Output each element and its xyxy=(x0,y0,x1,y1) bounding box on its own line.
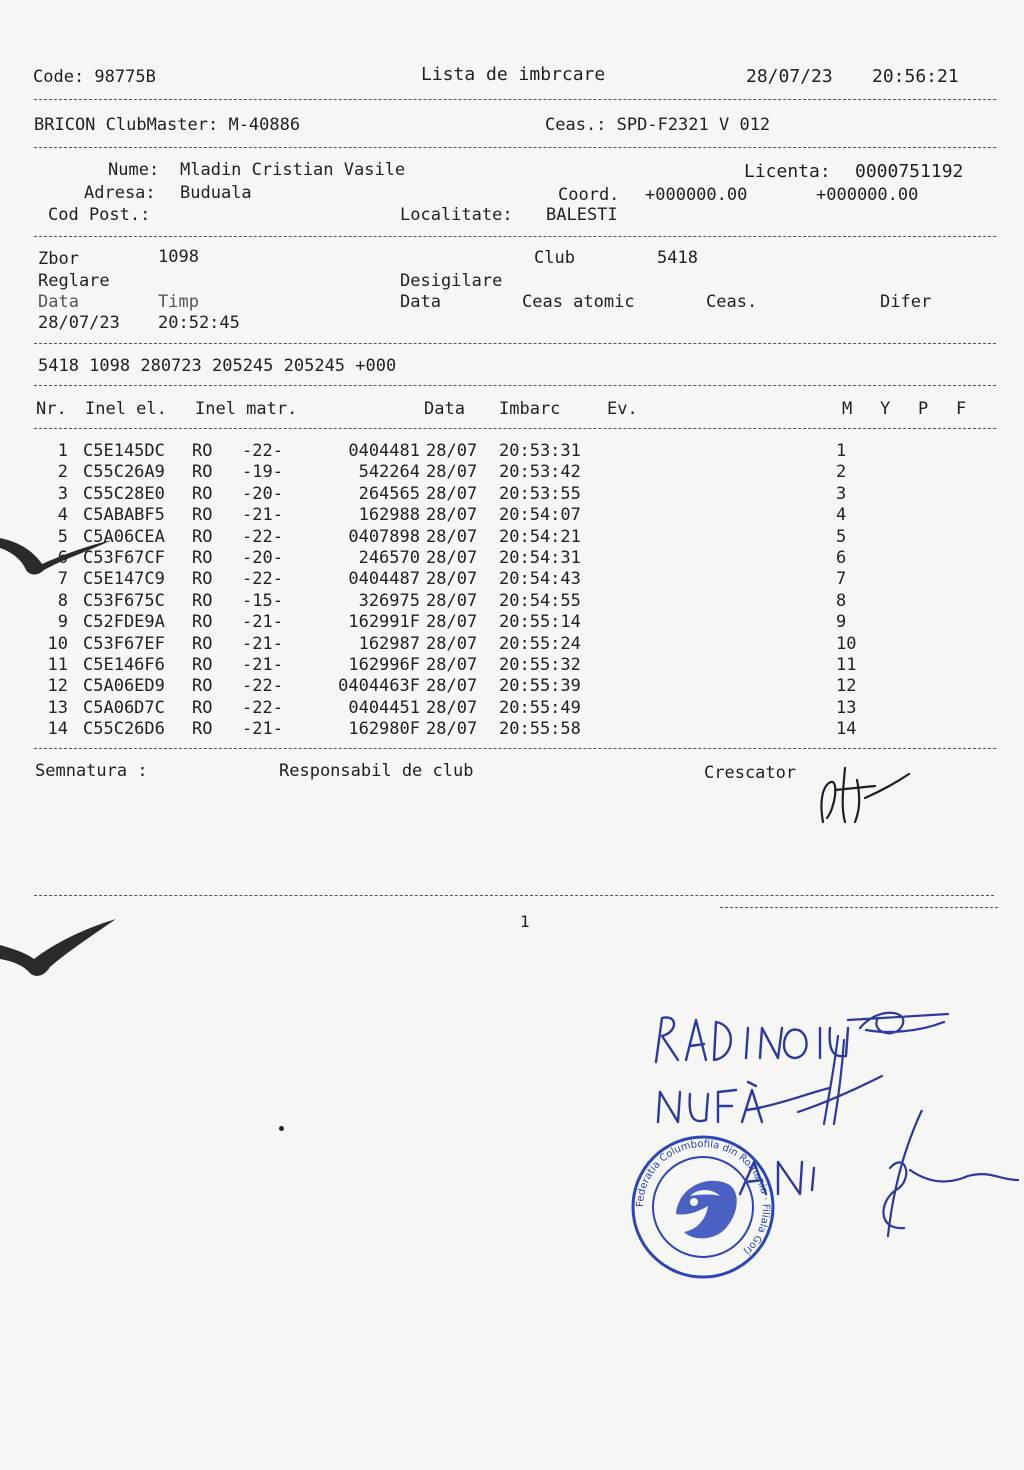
row-m-position: 6 xyxy=(836,548,847,568)
row-time: 20:54:55 xyxy=(499,590,581,611)
divider xyxy=(34,236,996,237)
row-date: 28/07 xyxy=(426,548,478,568)
row-chip-id: C5E145DC xyxy=(83,441,165,461)
row-time: 20:55:14 xyxy=(499,612,581,633)
license-number: 0000751192 xyxy=(855,161,964,182)
row-ring: 0407898 xyxy=(348,526,420,547)
row-number: 12 xyxy=(47,676,68,697)
locality-value: BALESTI xyxy=(546,205,618,225)
flight-number: 1098 xyxy=(158,247,199,267)
row-time: 20:53:55 xyxy=(499,483,581,504)
row-year: -21- xyxy=(242,719,283,740)
address-label: Adresa: xyxy=(84,183,156,203)
divider xyxy=(34,343,996,344)
row-chip-id: C53F67CF xyxy=(83,548,165,568)
coord-y: +000000.00 xyxy=(816,185,919,205)
col-f: F xyxy=(956,399,967,419)
row-number: 9 xyxy=(57,612,68,633)
row-date: 28/07 xyxy=(426,633,478,654)
reglare-date: 28/07/23 xyxy=(38,313,120,333)
row-m-position: 13 xyxy=(836,697,857,718)
row-ring: 162980F xyxy=(348,719,420,740)
row-year: -22- xyxy=(242,526,283,547)
row-ring: 246570 xyxy=(358,548,420,568)
row-date: 28/07 xyxy=(426,719,478,740)
reglare-time: 20:52:45 xyxy=(158,313,240,333)
row-country: RO xyxy=(192,526,213,547)
row-number: 7 xyxy=(57,569,68,590)
row-date: 28/07 xyxy=(426,676,478,697)
row-number: 4 xyxy=(57,505,68,526)
row-m-position: 4 xyxy=(836,505,847,526)
divider xyxy=(720,907,998,908)
row-m-position: 10 xyxy=(836,633,857,654)
row-ring: 0404463F xyxy=(338,676,420,697)
coord-x: +000000.00 xyxy=(645,185,748,205)
row-date: 28/07 xyxy=(426,462,478,483)
page-number: 1 xyxy=(520,912,530,931)
row-time: 20:55:24 xyxy=(499,633,581,654)
postal-code-label: Cod Post.: xyxy=(48,205,151,225)
stamp-text: Federatia Columbofila din Romania · Filiala Gorj xyxy=(634,1138,772,1257)
row-country: RO xyxy=(192,612,213,633)
row-chip-id: C5E147C9 xyxy=(83,569,165,590)
row-chip-id: C5A06D7C xyxy=(83,697,165,718)
signature-label: Semnatura : xyxy=(35,761,148,781)
row-year: -22- xyxy=(242,441,283,461)
row-m-position: 2 xyxy=(836,462,847,483)
row-country: RO xyxy=(192,462,213,483)
row-country: RO xyxy=(192,719,213,740)
row-m-position: 3 xyxy=(836,483,847,504)
row-number: 10 xyxy=(47,633,68,654)
row-m-position: 12 xyxy=(836,676,857,697)
row-time: 20:55:58 xyxy=(499,719,581,740)
club-number: 5418 xyxy=(657,248,698,268)
row-country: RO xyxy=(192,569,213,590)
row-m-position: 1 xyxy=(836,441,847,461)
row-date: 28/07 xyxy=(426,483,478,504)
row-date: 28/07 xyxy=(426,697,478,718)
reglare-date-label: Data xyxy=(38,292,79,312)
row-time: 20:55:49 xyxy=(499,697,581,718)
col-imbarc: Imbarc xyxy=(499,399,561,419)
atomic-clock-label: Ceas atomic xyxy=(522,292,635,312)
locality-label: Localitate: xyxy=(400,205,513,225)
clock-label: Ceas.: SPD-F2321 V 012 xyxy=(545,115,771,135)
print-time: 20:56:21 xyxy=(872,66,959,87)
row-chip-id: C55C26A9 xyxy=(83,462,165,483)
row-ring: 264565 xyxy=(358,483,420,504)
row-country: RO xyxy=(192,483,213,504)
staple-mark xyxy=(0,915,120,985)
name-label: Nume: xyxy=(108,160,160,180)
federation-stamp xyxy=(628,1132,778,1282)
row-year: -22- xyxy=(242,697,283,718)
row-country: RO xyxy=(192,655,213,675)
row-time: 20:54:07 xyxy=(499,505,581,526)
divider xyxy=(34,147,996,148)
row-time: 20:53:42 xyxy=(499,462,581,483)
col-chip-ring: Inel el. xyxy=(85,399,167,419)
row-country: RO xyxy=(192,548,213,568)
col-p: P xyxy=(918,399,929,419)
row-country: RO xyxy=(192,633,213,654)
row-m-position: 11 xyxy=(836,655,857,675)
row-chip-id: C5ABABF5 xyxy=(83,505,165,526)
desigilare-label: Desigilare xyxy=(400,271,503,291)
row-year: -20- xyxy=(242,548,283,568)
row-number: 14 xyxy=(47,719,68,740)
row-chip-id: C5A06ED9 xyxy=(83,676,165,697)
owner-name: Mladin Cristian Vasile xyxy=(180,160,406,180)
row-ring: 0404487 xyxy=(348,569,420,590)
row-ring: 326975 xyxy=(358,590,420,611)
row-ring: 162991F xyxy=(348,612,420,633)
row-chip-id: C55C26D6 xyxy=(83,719,165,740)
row-chip-id: C53F675C xyxy=(83,590,165,611)
col-ev: Ev. xyxy=(607,399,638,419)
club-responsible-label: Responsabil de club xyxy=(279,761,474,781)
row-country: RO xyxy=(192,441,213,461)
difference-label: Difer xyxy=(880,292,932,312)
row-year: -15- xyxy=(242,590,283,611)
owner-address: Buduala xyxy=(180,183,252,203)
row-ring: 162996F xyxy=(348,655,420,675)
row-year: -20- xyxy=(242,483,283,504)
row-chip-id: C5E146F6 xyxy=(83,655,165,675)
row-country: RO xyxy=(192,590,213,611)
row-time: 20:54:21 xyxy=(499,526,581,547)
row-year: -22- xyxy=(242,676,283,697)
breeder-label: Crescator xyxy=(704,763,797,783)
ink-dot xyxy=(279,1126,284,1131)
flight-label: Zbor xyxy=(38,249,79,269)
row-country: RO xyxy=(192,505,213,526)
row-date: 28/07 xyxy=(426,655,478,675)
row-chip-id: C52FDE9A xyxy=(83,612,165,633)
row-m-position: 5 xyxy=(836,526,847,547)
row-number: 2 xyxy=(57,462,68,483)
row-chip-id: C53F67EF xyxy=(83,633,165,654)
row-year: -21- xyxy=(242,633,283,654)
row-year: -21- xyxy=(242,612,283,633)
flight-code-line: 5418 1098 280723 205245 205245 +000 xyxy=(38,356,397,376)
reglare-time-label: Timp xyxy=(158,292,199,312)
row-country: RO xyxy=(192,697,213,718)
divider xyxy=(34,748,996,749)
clock-col-label: Ceas. xyxy=(706,292,758,312)
row-year: -19- xyxy=(242,462,283,483)
row-date: 28/07 xyxy=(426,441,478,461)
col-date: Data xyxy=(424,399,465,419)
row-number: 5 xyxy=(57,526,68,547)
license-label: Licenta: xyxy=(744,161,831,182)
row-m-position: 8 xyxy=(836,590,847,611)
row-date: 28/07 xyxy=(426,569,478,590)
row-date: 28/07 xyxy=(426,505,478,526)
row-chip-id: C5A06CEA xyxy=(83,526,165,547)
col-ring-number: Inel matr. xyxy=(195,399,298,419)
divider xyxy=(34,428,996,429)
row-time: 20:55:32 xyxy=(499,655,581,675)
divider xyxy=(34,385,996,386)
row-m-position: 9 xyxy=(836,612,847,633)
code-label: Code: 98775B xyxy=(33,67,156,87)
row-time: 20:54:43 xyxy=(499,569,581,590)
row-ring: 162987 xyxy=(358,633,420,654)
row-time: 20:55:39 xyxy=(499,676,581,697)
row-date: 28/07 xyxy=(426,526,478,547)
print-date: 28/07/23 xyxy=(746,66,833,87)
row-time: 20:53:31 xyxy=(499,441,581,461)
club-label: Club xyxy=(534,248,575,268)
row-number: 13 xyxy=(47,697,68,718)
desigilare-date-label: Data xyxy=(400,292,441,312)
breeder-signature xyxy=(805,760,915,830)
row-country: RO xyxy=(192,676,213,697)
coord-label: Coord. xyxy=(558,185,620,205)
col-y: Y xyxy=(880,399,891,419)
row-number: 3 xyxy=(57,483,68,504)
row-year: -21- xyxy=(242,505,283,526)
col-m: M xyxy=(842,399,853,419)
row-m-position: 7 xyxy=(836,569,847,590)
row-date: 28/07 xyxy=(426,612,478,633)
row-ring: 0404481 xyxy=(348,441,420,461)
row-chip-id: C55C28E0 xyxy=(83,483,165,504)
row-number: 8 xyxy=(57,590,68,611)
document-title: Lista de imbrcare xyxy=(421,64,606,85)
row-number: 1 xyxy=(57,441,68,461)
row-m-position: 14 xyxy=(836,719,857,740)
col-nr: Nr. xyxy=(36,399,67,419)
divider xyxy=(34,99,996,100)
row-time: 20:54:31 xyxy=(499,548,581,568)
row-year: -22- xyxy=(242,569,283,590)
club-master-label: BRICON ClubMaster: M-40886 xyxy=(34,115,301,135)
row-ring: 542264 xyxy=(358,462,420,483)
row-number: 11 xyxy=(47,655,68,675)
divider xyxy=(34,895,994,896)
row-year: -21- xyxy=(242,655,283,675)
row-ring: 0404451 xyxy=(348,697,420,718)
reglare-label: Reglare xyxy=(38,271,110,291)
staple-mark xyxy=(0,530,115,580)
row-date: 28/07 xyxy=(426,590,478,611)
row-ring: 162988 xyxy=(358,505,420,526)
